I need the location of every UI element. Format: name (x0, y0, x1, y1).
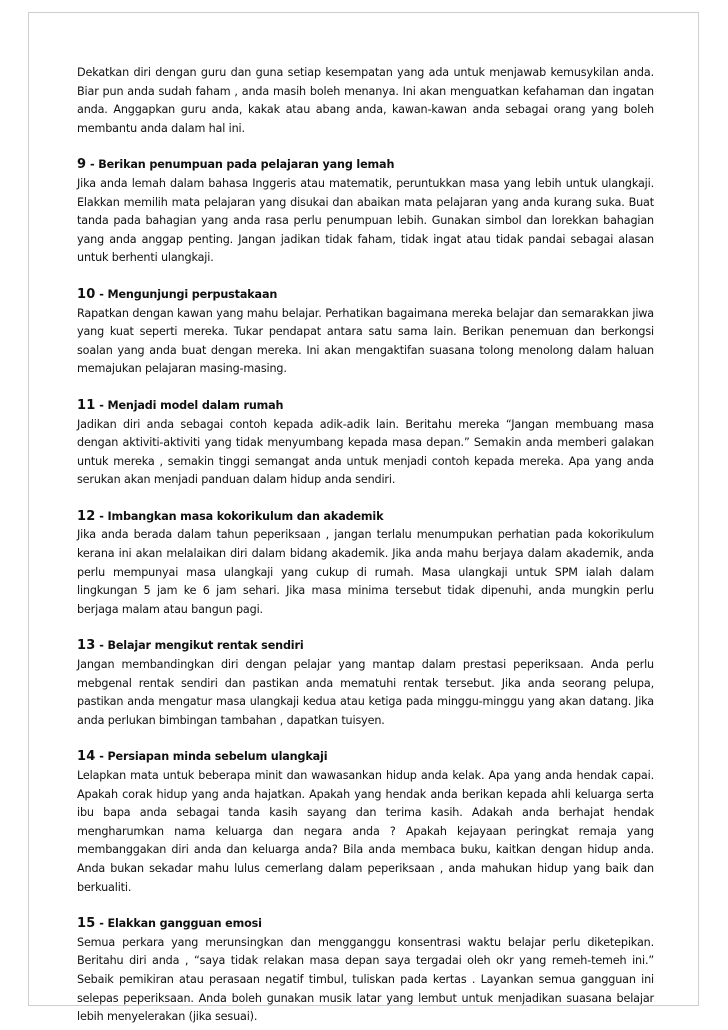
section-9 (77, 156, 654, 268)
section-number: 12 (77, 508, 96, 524)
section-body: Semua perkara yang merunsingkan dan mengganggu konsentrasi waktu belajar perlu diketepikan. Beritahu diri anda , “saya tidak relakan masa depan saya tergadai oleh okr yang remeh-temeh ini.” Sebaik pemikiran atau perasaan negatif timbul, tuliskan pada kertas . Layankan semua gangguan ini selepas peperiksaan. Anda boleh gunakan musik latar yang lembut untuk menjadikan suasana belajar lebih menyelerakan (jika sesuai). (77, 935, 654, 1024)
section-15 (77, 915, 654, 1027)
section-heading (77, 748, 654, 767)
section-13 (77, 637, 654, 730)
section-title: - Belajar mengikut rentak sendiri (95, 639, 304, 653)
section-number: 15 (77, 916, 96, 932)
section-body: Jadikan diri anda sebagai contoh kepada adik-adik lain. Beritahu mereka “Jangan membuang masa dengan aktiviti-aktiviti yang tidak menyumbang kepada masa depan.” Semakin anda memberi galakan untuk mereka , semakin tinggi semangat anda untuk menjadi contoh kepada mereka. Apa yang anda serukan akan menjadi panduan dalam hidup anda sendiri. (77, 417, 654, 487)
section-heading (77, 397, 654, 416)
intro-paragraph: Dekatkan diri dengan guru dan guna setiap kesempatan yang ada untuk menjawab kemusykilan anda. Biar pun anda sudah faham , anda masih boleh menanya. Ini akan menguatkan kefahaman dan ingatan anda. Anggapkan guru anda, kakak atau abang anda, kawan-kawan anda sebagai orang yang boleh membantu anda dalam hal ini. (77, 66, 654, 135)
section-heading (77, 156, 654, 175)
section-14 (77, 748, 654, 897)
section-number: 11 (77, 397, 96, 413)
section-title: - Persiapan minda sebelum ulangkaji (95, 750, 328, 764)
document-body (77, 64, 654, 1027)
section-10 (77, 286, 654, 379)
section-number: 10 (77, 286, 96, 302)
section-11 (77, 397, 654, 490)
section-body: Rapatkan dengan kawan yang mahu belajar. Perhatikan bagaimana mereka belajar dan semarakkan jiwa yang kuat seperti mereka. Tukar pendapat antara satu sama lain. Berikan penemuan dan berkongsi soalan yang anda buat dengan mereka. Ini akan mengaktifan suasana tolong menolong dalam haluan memajukan pelajaran masing-masing. (77, 306, 654, 376)
section-title: - Berikan penumpuan pada pelajaran yang lemah (86, 158, 395, 172)
section-body: Jangan membandingkan diri dengan pelajar yang mantap dalam prestasi peperiksaan. Anda perlu mebgenal rentak sendiri dan pastikan anda mematuhi rentak tersebut. Jika anda seorang pelupa, pastikan anda mengatur masa ulangkaji kedua atau ketiga pada minggu-minggu yang akan datang. Jika anda perlukan bimbingan tambahan , dapatkan tuisyen. (77, 658, 654, 727)
section-number: 14 (77, 749, 96, 765)
section-number: 13 (77, 638, 96, 654)
section-12 (77, 508, 654, 620)
section-title: - Imbangkan masa kokorikulum dan akademik (95, 509, 384, 523)
section-number: 9 (77, 157, 87, 173)
section-title: - Mengunjungi perpustakaan (95, 287, 278, 301)
section-title: - Menjadi model dalam rumah (95, 398, 284, 412)
section-heading (77, 637, 654, 656)
section-body: Jika anda berada dalam tahun peperiksaan , jangan terlalu menumpukan perhatian pada kokorikulum kerana ini akan melalaikan diri dalam bidang akademik. Jika anda mahu berjaya dalam akademik, anda perlu mempunyai masa ulangkaji yang cukup di rumah. Masa ulangkaji untuk SPM ialah dalam lingkungan 5 jam ke 6 jam sehari. Jika masa minima tersebut tidak dipenuhi, anda mungkin perlu berjaga malam atau bangun pagi. (77, 528, 654, 616)
section-heading (77, 508, 654, 527)
section-title: - Elakkan gangguan emosi (95, 917, 262, 931)
section-body: Lelapkan mata untuk beberapa minit dan wawasankan hidup anda kelak. Apa yang anda hendak capai. Apakah corak hidup yang anda hajatkan. Apakah yang hendak anda berikan kepada ahli keluarga serta ibu bapa anda sebagai tanda kasih sayang dan terima kasih. Adakah anda berhajat hendak mengharumkan nama keluarga dan negara anda ? Apakah kejayaan peringkat remaja yang membanggakan diri anda dan keluarga anda? Bila anda membaca buku, kaitkan dengan hidup anda. Anda bukan sekadar mahu lulus cemerlang dalam peperiksaan , anda mahukan hidup yang baik dan berkualiti. (77, 769, 654, 894)
section-body: Jika anda lemah dalam bahasa Inggeris atau matematik, peruntukkan masa yang lebih untuk ulangkaji. Elakkan memilih mata pelajaran yang disukai dan abaikan mata pelajaran yang anda kurang suka. Buat tanda pada bahagian yang anda rasa perlu penumpuan lebih. Gunakan simbol dan lorekkan bahagian yang anda anggap penting. Jangan jadikan tidak faham, tidak ingat atau tidak pandai sebagai alasan untuk berhenti ulangkaji. (77, 176, 654, 265)
section-heading (77, 915, 654, 934)
section-heading (77, 286, 654, 305)
